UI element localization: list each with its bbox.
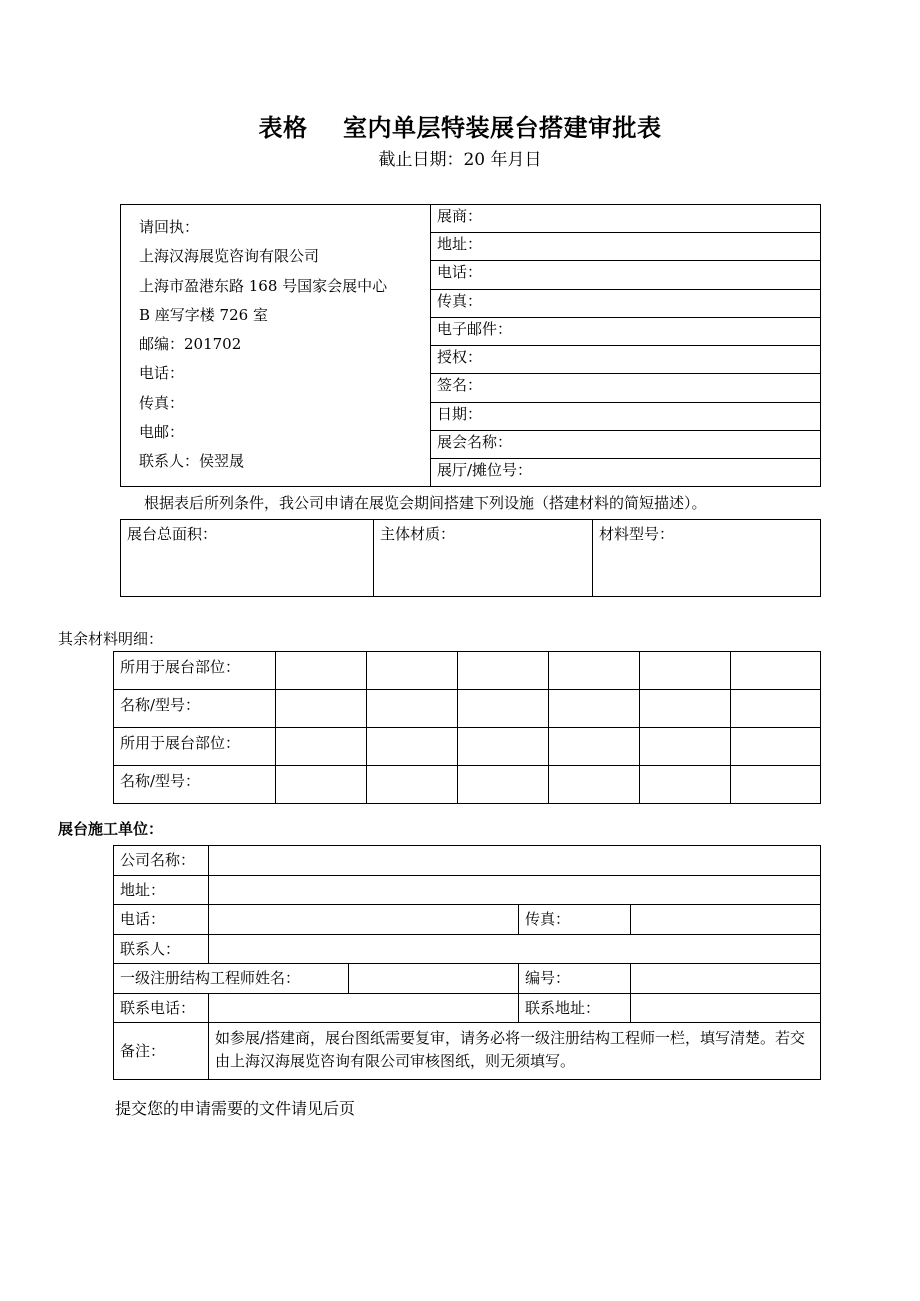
row-label-booth-part-1: 所用于展台部位： — [114, 652, 276, 690]
field-hall-booth-number[interactable]: 展厅/摊位号： — [431, 458, 821, 486]
cell-name-model-1-6[interactable] — [731, 690, 821, 728]
return-receipt-block — [121, 205, 431, 487]
cell-booth-part-2-3[interactable] — [458, 728, 549, 766]
cell-booth-part-1-2[interactable] — [367, 652, 458, 690]
value-engineer-number[interactable] — [631, 964, 821, 994]
cell-name-model-1-4[interactable] — [549, 690, 640, 728]
cell-name-model-1-2[interactable] — [367, 690, 458, 728]
value-remark-text: 如参展/搭建商，展台图纸需要复审，请务必将一级注册结构工程师一栏，填写清楚。若交由上海汉海展览咨询有限公司审核图纸，则无须填写。 — [209, 1023, 821, 1080]
cell-name-model-2-6[interactable] — [731, 766, 821, 804]
cell-booth-part-2-2[interactable] — [367, 728, 458, 766]
page-subtitle-deadline: 截止日期：20 年月日 — [378, 150, 542, 170]
value-registered-engineer-name[interactable] — [349, 964, 519, 994]
return-receipt-fax: 传真： — [139, 393, 185, 412]
cell-name-model-2-3[interactable] — [458, 766, 549, 804]
value-company-name[interactable] — [209, 846, 821, 876]
label-builder-fax: 传真： — [519, 905, 631, 935]
return-receipt-postcode: 邮编：201702 — [139, 335, 242, 353]
label-engineer-number: 编号： — [519, 964, 631, 994]
return-receipt-heading: 请回执： — [139, 218, 200, 236]
field-authorization[interactable]: 授权： — [431, 346, 821, 374]
label-company-name: 公司名称： — [114, 846, 209, 876]
label-builder-phone: 电话： — [114, 905, 209, 935]
cell-name-model-1-1[interactable] — [276, 690, 367, 728]
label-builder-contact: 联系人： — [114, 934, 209, 964]
field-material-model[interactable]: 材料型号： — [593, 520, 821, 597]
page-title: 表格 室内单层特装展台搭建审批表 — [258, 113, 662, 142]
cell-booth-part-2-4[interactable] — [549, 728, 640, 766]
other-materials-table — [113, 651, 821, 804]
field-phone[interactable]: 电话： — [431, 261, 821, 289]
table-row — [114, 1023, 821, 1080]
row-label-booth-part-2: 所用于展台部位： — [114, 728, 276, 766]
value-engineer-address[interactable] — [631, 993, 821, 1023]
label-registered-engineer-name: 一级注册结构工程师姓名： — [114, 964, 349, 994]
cell-booth-part-1-3[interactable] — [458, 652, 549, 690]
value-builder-phone[interactable] — [209, 905, 519, 935]
value-builder-contact[interactable] — [209, 934, 821, 964]
cell-booth-part-2-1[interactable] — [276, 728, 367, 766]
cell-name-model-1-5[interactable] — [640, 690, 731, 728]
cell-name-model-2-2[interactable] — [367, 766, 458, 804]
value-builder-address[interactable] — [209, 875, 821, 905]
cell-name-model-2-1[interactable] — [276, 766, 367, 804]
other-materials-label: 其余材料明细： — [58, 630, 164, 648]
builder-section-label: 展台施工单位： — [58, 820, 164, 838]
table-row — [114, 905, 821, 935]
field-signature[interactable]: 签名： — [431, 374, 821, 402]
row-label-name-model-1: 名称/型号： — [114, 690, 276, 728]
cell-name-model-1-3[interactable] — [458, 690, 549, 728]
cell-name-model-2-4[interactable] — [549, 766, 640, 804]
table-row — [114, 690, 821, 728]
table-row — [114, 934, 821, 964]
builder-table — [113, 845, 821, 1080]
field-fax[interactable]: 传真： — [431, 289, 821, 317]
cell-name-model-2-5[interactable] — [640, 766, 731, 804]
return-receipt-email: 电邮： — [139, 422, 185, 441]
table-row — [114, 964, 821, 994]
label-engineer-address: 联系地址： — [519, 993, 631, 1023]
field-date[interactable]: 日期： — [431, 402, 821, 430]
cell-booth-part-2-5[interactable] — [640, 728, 731, 766]
table-row — [114, 728, 821, 766]
table-row — [114, 875, 821, 905]
table-row — [114, 652, 821, 690]
cell-booth-part-1-6[interactable] — [731, 652, 821, 690]
label-remark: 备注： — [114, 1023, 209, 1080]
table-row — [114, 846, 821, 876]
footer-note: 提交您的申请需要的文件请见后页 — [115, 1099, 356, 1118]
value-builder-fax[interactable] — [631, 905, 821, 935]
cell-booth-part-1-5[interactable] — [640, 652, 731, 690]
intro-paragraph: 根据表后所列条件，我公司申请在展览会期间搭建下列设施（搭建材料的简短描述）。 — [144, 494, 707, 512]
cell-booth-part-1-4[interactable] — [549, 652, 640, 690]
value-engineer-phone[interactable] — [209, 993, 519, 1023]
return-receipt-contact-person: 联系人：侯翌晟 — [139, 452, 245, 470]
row-label-name-model-2: 名称/型号： — [114, 766, 276, 804]
main-materials-table — [120, 519, 821, 597]
table-row — [121, 520, 821, 597]
cell-booth-part-1-1[interactable] — [276, 652, 367, 690]
label-builder-address: 地址： — [114, 875, 209, 905]
field-address[interactable]: 地址： — [431, 233, 821, 261]
table-row — [114, 766, 821, 804]
return-receipt-address-line2: B 座写字楼 726 室 — [139, 305, 268, 324]
return-receipt-company: 上海汉海展览咨询有限公司 — [139, 247, 320, 266]
field-exhibition-name[interactable]: 展会名称： — [431, 430, 821, 458]
label-engineer-phone: 联系电话： — [114, 993, 209, 1023]
field-main-material[interactable]: 主体材质： — [374, 520, 593, 597]
field-email[interactable]: 电子邮件： — [431, 317, 821, 345]
field-total-booth-area[interactable]: 展台总面积： — [121, 520, 374, 597]
field-exhibitor[interactable]: 展商： — [431, 205, 821, 233]
cell-booth-part-2-6[interactable] — [731, 728, 821, 766]
table-row — [114, 993, 821, 1023]
contact-table — [120, 204, 821, 487]
table-row — [121, 205, 821, 233]
return-receipt-phone: 电话： — [139, 364, 185, 383]
return-receipt-address-line1: 上海市盈港东路 168 号国家会展中心 — [139, 276, 388, 295]
